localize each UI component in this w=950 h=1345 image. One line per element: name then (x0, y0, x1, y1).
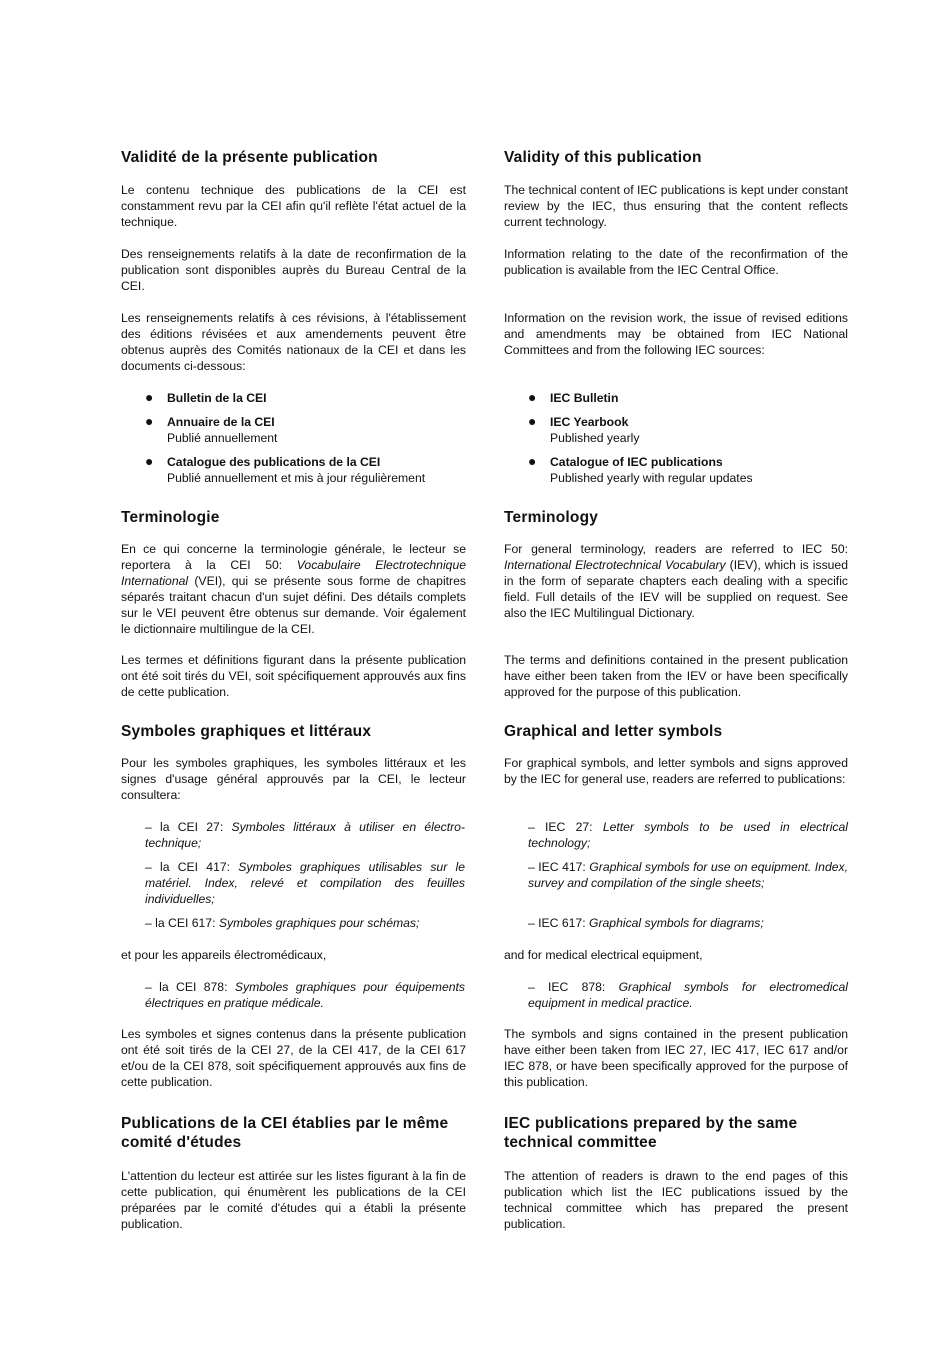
terminology-heading-en: Terminology (504, 509, 599, 526)
terminology-heading-fr: Terminologie (121, 509, 220, 526)
standard-reference-item: – IEC 27: Letter symbols to be used in electrical technology; (528, 820, 848, 850)
committee-paragraph-en: The attention of readers is drawn to the end pages of this publication which list the IEC publications issued by the technical committee which has prepared the present publication. (504, 1169, 848, 1231)
symbols-paragraph-1-en: For graphical symbols, and letter symbols and signs approved by the IEC for general use, readers are referred to publications: (504, 756, 848, 786)
bullet-title: Catalogue des publications de la CEI (167, 455, 381, 469)
standard-reference-item: – la CEI 417: Symboles graphiques utilisables sur le matériel. Index, relevé et compilation des feuilles individuelles; (145, 860, 465, 906)
validity-paragraph-2-en: Information relating to the date of the reconfirmation of the publication is available from the IEC Central Office. (504, 247, 848, 277)
symbols-heading-en: Graphical and letter symbols (504, 723, 723, 740)
validity-paragraph-1-en: The technical content of IEC publications is kept under constant review by the IEC, thus ensuring that the content reflects current technology. (504, 183, 848, 229)
bullet-icon: ● (145, 389, 154, 405)
bullet-title: Bulletin de la CEI (167, 391, 267, 405)
bullet-subtitle: Publié annuellement et mis à jour régulièrement (167, 471, 426, 485)
committee-heading-en: IEC publications prepared by the same technical committee (504, 1115, 798, 1151)
validity-heading-en: Validity of this publication (504, 149, 702, 166)
committee-paragraph-fr: L'attention du lecteur est attirée sur les listes figurant à la fin de cette publication, qui énumèrent les publications de la CEI préparées par le comité d'études qui a établi la présente publication. (121, 1169, 466, 1231)
standard-reference-item: – la CEI 27: Symboles littéraux à utiliser en électro-technique; (145, 820, 465, 850)
bullet-subtitle: Published yearly with regular updates (550, 471, 753, 485)
validity-paragraph-3-en: Information on the revision work, the issue of revised editions and amendments may be obtained from IEC National Committees and from the following IEC sources: (504, 311, 848, 357)
standard-reference-item: – IEC 617: Graphical symbols for diagrams; (528, 916, 764, 930)
terminology-paragraph-2-en: The terms and definitions contained in the present publication have either been taken from the IEV or have been specifically approved for the purpose of this publication. (504, 653, 848, 699)
validity-paragraph-2-fr: Des renseignements relatifs à la date de reconfirmation de la publication sont disponibles auprès du Bureau Central de la CEI. (121, 247, 466, 293)
standard-reference-item: – IEC 878: Graphical symbols for electromedical equipment in medical practice. (528, 980, 848, 1010)
terminology-paragraph-1-en: For general terminology, readers are referred to IEC 50: International Electrotechnical Vocabulary (IEV), which is issued in the form of separate chapters each dealing with a specific field. Full details of the IEV will be supplied on request. See also the IEC Multilingual Dictionary. (504, 542, 848, 620)
bullet-icon: ● (528, 413, 537, 429)
bullet-subtitle: Publié annuellement (167, 431, 278, 445)
bullet-icon: ● (528, 453, 537, 469)
committee-heading-fr: Publications de la CEI établies par le même comité d'études (121, 1115, 449, 1151)
bullet-icon: ● (528, 389, 537, 405)
symbols-paragraph-3-en: The symbols and signs contained in the present publication have either been taken from IEC 27, IEC 417, IEC 617 and/or IEC 878, or have been specifically approved for the purpose of this publication. (504, 1027, 848, 1089)
standard-reference-item: – la CEI 617: Symboles graphiques pour schémas; (145, 916, 420, 930)
bullet-title: IEC Yearbook (550, 415, 629, 429)
standard-reference-item: – la CEI 878: Symboles graphiques pour équipements électriques en pratique médicale. (145, 980, 465, 1010)
validity-paragraph-3-fr: Les renseignements relatifs à ces révisions, à l'établissement des éditions révisées et aux amendements peuvent être obtenus auprès des Comités nationaux de la CEI et dans les documents ci-dessous: (121, 311, 466, 373)
bullet-title: Annuaire de la CEI (167, 415, 275, 429)
bullet-subtitle: Published yearly (550, 431, 640, 445)
symbols-paragraph-2-en: and for medical electrical equipment, (504, 948, 703, 962)
bullet-title: Catalogue of IEC publications (550, 455, 723, 469)
terminology-paragraph-2-fr: Les termes et définitions figurant dans la présente publication ont été soit tirés du VEI, soit spécifiquement approuvés aux fins de cette publication. (121, 653, 466, 699)
symbols-heading-fr: Symboles graphiques et littéraux (121, 723, 372, 740)
standard-reference-item: – IEC 417: Graphical symbols for use on equipment. Index, survey and compilation of the single sheets; (528, 860, 848, 890)
symbols-paragraph-2-fr: et pour les appareils électromédicaux, (121, 948, 327, 962)
bullet-icon: ● (145, 413, 154, 429)
validity-paragraph-1-fr: Le contenu technique des publications de la CEI est constamment revu par la CEI afin qu'il reflète l'état actuel de la technique. (121, 183, 466, 229)
validity-heading-fr: Validité de la présente publication (121, 149, 378, 166)
symbols-paragraph-1-fr: Pour les symboles graphiques, les symboles littéraux et les signes d'usage général approuvés par la CEI, le lecteur consultera: (121, 756, 466, 802)
bullet-title: IEC Bulletin (550, 391, 619, 405)
bullet-icon: ● (145, 453, 154, 469)
terminology-paragraph-1-fr: En ce qui concerne la terminologie générale, le lecteur se reportera à la CEI 50: Vocabulaire Electrotechnique International (VEI), qui se présente sous forme de chapitres séparés traitant chacun d'un sujet défini. Des détails complets sur le VEI peuvent être obtenus sur demande. Voir également le dictionnaire multilingue de la CEI. (121, 542, 467, 636)
symbols-paragraph-3-fr: Les symboles et signes contenus dans la présente publication ont été soit tirés de la CEI 27, de la CEI 417, de la CEI 617 et/ou de la CEI 878, soit spécifiquement approuvés aux fins de cette publication. (121, 1027, 466, 1089)
